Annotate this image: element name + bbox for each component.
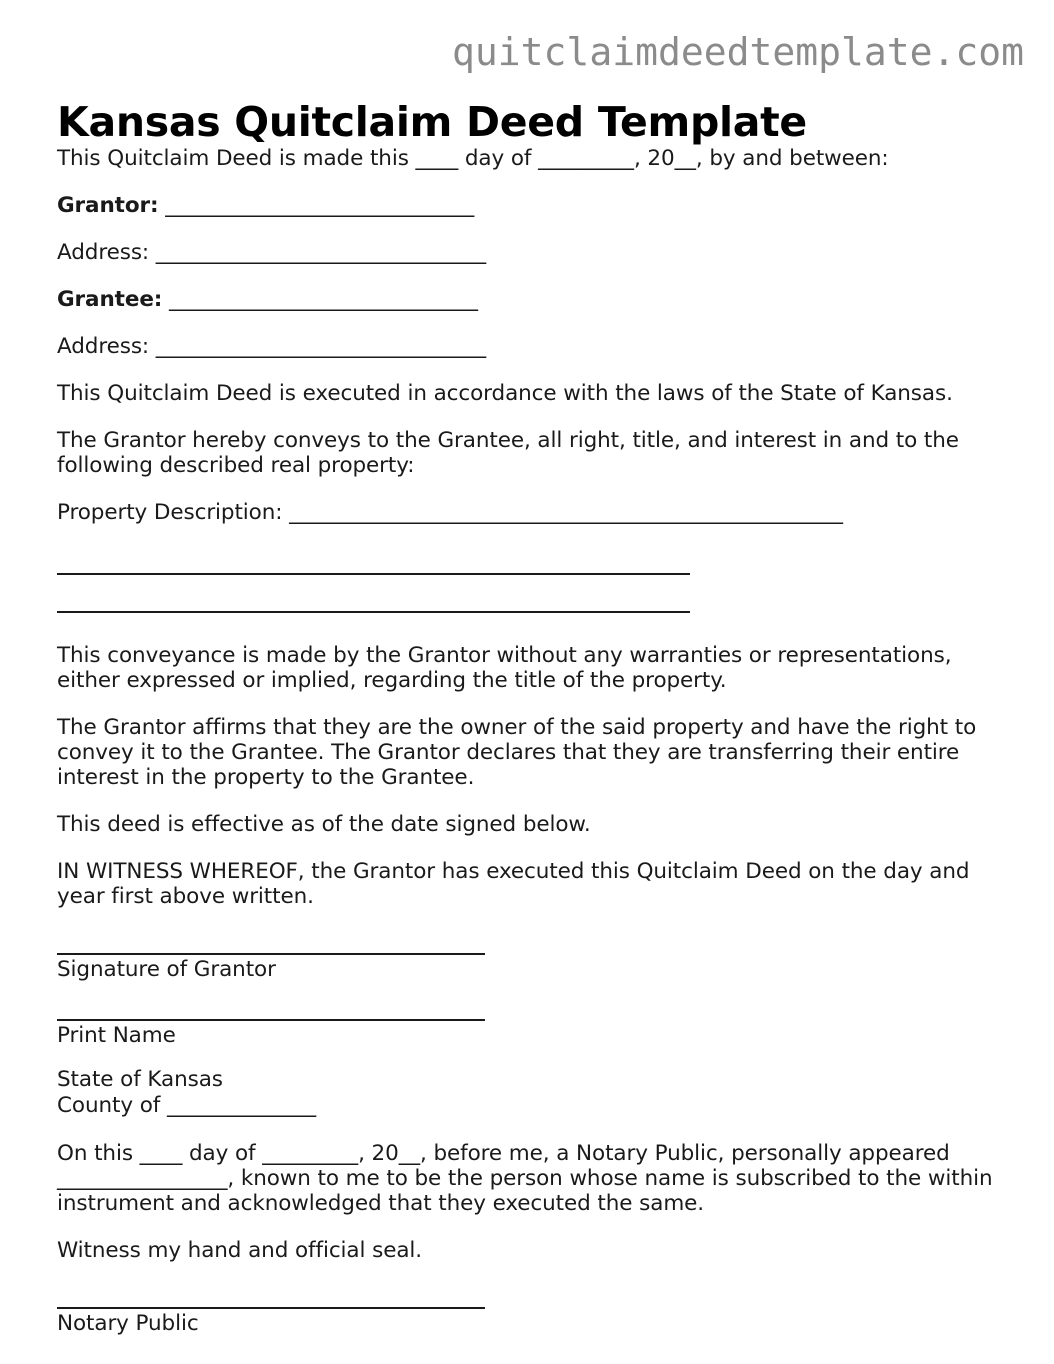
- property-description-line[interactable]: Property Description: ____________________________________________________: [57, 500, 843, 525]
- notary-signature-block: [57, 1307, 997, 1337]
- law-clause-paragraph: This Quitclaim Deed is executed in accordance with the laws of the State of Kansas.: [57, 381, 953, 406]
- grantor-address-label: Address:: [57, 240, 150, 265]
- grantor-address-line: [57, 240, 997, 265]
- notary-spacer: [57, 1119, 997, 1141]
- print-name-block: [57, 1019, 997, 1049]
- grantee-blank[interactable]: _____________________________: [162, 287, 478, 312]
- grantor-blank[interactable]: _____________________________: [158, 193, 475, 218]
- grantor-signature-block: [57, 953, 997, 983]
- notary-signature-spacer: [57, 1285, 997, 1307]
- county-line[interactable]: County of ______________: [57, 1093, 317, 1118]
- rule-spacer: [57, 547, 997, 573]
- grantee-address-blank[interactable]: _______________________________: [149, 334, 486, 359]
- print-name-label: Print Name: [57, 1023, 176, 1048]
- grantor-line: [57, 193, 997, 218]
- effective-date-paragraph: This deed is effective as of the date signed below.: [57, 812, 591, 837]
- venue-block: [57, 1067, 997, 1119]
- grantee-address-label: Address:: [57, 334, 150, 359]
- notary-public-label: Notary Public: [57, 1311, 199, 1336]
- signature-spacer: [57, 931, 997, 953]
- grantee-address-line: [57, 334, 997, 359]
- state-spacer: [57, 1049, 997, 1067]
- intro-paragraph: This Quitclaim Deed is made this ____ day of _________, 20__, by and between:: [57, 146, 889, 171]
- grantor-label: Grantor:: [57, 193, 159, 218]
- grantee-label: Grantee:: [57, 287, 163, 312]
- site-watermark: quitclaimdeedtemplate.com: [452, 30, 1024, 74]
- witness-whereof-paragraph: IN WITNESS WHEREOF, the Grantor has executed this Quitclaim Deed on the day and year first above written.: [57, 859, 970, 909]
- grantor-signature-label: Signature of Grantor: [57, 957, 276, 982]
- grantee-line: [57, 287, 997, 312]
- document-body: [57, 146, 997, 1337]
- ownership-clause-paragraph: The Grantor affirms that they are the owner of the said property and have the right to convey it to the Grantee. The Grantor declares that they are transferring their entire interest in the property to the Grantee.: [57, 715, 977, 790]
- grantor-address-blank[interactable]: _______________________________: [149, 240, 486, 265]
- rule-spacer: [57, 575, 997, 611]
- property-description-rules: [57, 547, 997, 643]
- rule-spacer: [57, 613, 997, 643]
- witness-seal-paragraph: Witness my hand and official seal.: [57, 1238, 423, 1263]
- signature-spacer: [57, 983, 997, 1019]
- page-title: Kansas Quitclaim Deed Template: [57, 98, 807, 147]
- conveyance-clause-paragraph: The Grantor hereby conveys to the Grantee, all right, title, and interest in and to the following described real property:: [57, 428, 959, 478]
- state-line: State of Kansas: [57, 1067, 223, 1092]
- warranty-clause-paragraph: This conveyance is made by the Grantor without any warranties or representations, either expressed or implied, regarding the title of the property.: [57, 643, 952, 693]
- notary-acknowledgment-paragraph: On this ____ day of _________, 20__, before me, a Notary Public, personally appeared ________________, known to me to be the person whose name is subscribed to the within instrument and acknowledged that they executed the same.: [57, 1141, 993, 1216]
